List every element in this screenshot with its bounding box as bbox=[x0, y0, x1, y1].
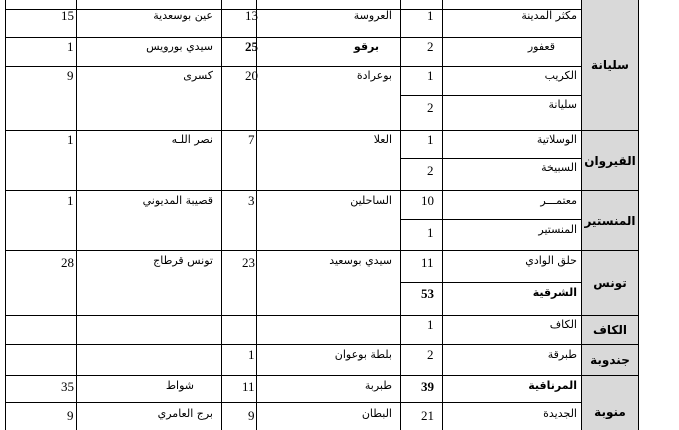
cell-text: سيدي بوسعيد bbox=[329, 254, 392, 267]
row-line bbox=[5, 66, 581, 67]
row-line bbox=[5, 9, 581, 10]
cell-number: 2 bbox=[427, 39, 434, 54]
cell-number: 2 bbox=[427, 100, 434, 115]
cell-text: بوعرادة bbox=[356, 69, 392, 82]
gov-cell bbox=[582, 131, 638, 190]
gov-label: الكاف bbox=[592, 323, 628, 337]
cell-text: مكثر المدينة bbox=[521, 9, 577, 22]
gov-label: جندوبة bbox=[590, 353, 630, 367]
row-line bbox=[5, 375, 638, 376]
row-line bbox=[5, 130, 638, 131]
cell-text: حلق الوادي bbox=[525, 254, 577, 267]
cell-text: طبربة bbox=[364, 379, 392, 392]
cell-text: برقو bbox=[353, 40, 379, 53]
border-right bbox=[638, 0, 639, 430]
gov-cell bbox=[582, 376, 638, 430]
cell-number: 1 bbox=[427, 68, 434, 83]
cell-text: سيدي بورويس bbox=[146, 40, 213, 53]
divider bbox=[400, 0, 401, 430]
row-line bbox=[400, 219, 581, 220]
row-line bbox=[5, 315, 638, 316]
cell-text: قصيبة المديوني bbox=[142, 194, 213, 207]
row-line bbox=[400, 282, 581, 283]
cell-text: نصر اللـه bbox=[171, 133, 213, 146]
divider bbox=[221, 0, 222, 430]
cell-number: 20 bbox=[245, 68, 258, 83]
cell-text: برج العامري bbox=[157, 407, 213, 420]
cell-text: البطان bbox=[361, 407, 392, 420]
gov-label: تونس bbox=[593, 276, 627, 290]
cell-text: كسرى bbox=[183, 69, 213, 82]
row-line bbox=[400, 95, 581, 96]
cell-number: 3 bbox=[248, 193, 255, 208]
cell-number: 9 bbox=[67, 408, 74, 423]
divider bbox=[442, 0, 443, 430]
cell-text: سليانة bbox=[548, 98, 577, 111]
cell-number: 7 bbox=[248, 132, 255, 147]
row-line bbox=[5, 344, 638, 345]
gov-label: المنستير bbox=[584, 213, 636, 228]
cell-number: 1 bbox=[248, 347, 255, 362]
cell-text: الكاف bbox=[549, 318, 577, 331]
gov-cell bbox=[582, 0, 638, 130]
cell-number: 25 bbox=[245, 39, 258, 54]
cell-number: 53 bbox=[421, 286, 434, 301]
cell-number: 11 bbox=[421, 255, 434, 270]
cell-text: المنستير bbox=[538, 223, 577, 236]
cell-number: 13 bbox=[245, 8, 258, 23]
gov-cell bbox=[582, 191, 638, 250]
divider bbox=[76, 0, 77, 430]
cell-text: السبيخة bbox=[541, 161, 577, 174]
cell-text: الساحلين bbox=[350, 194, 392, 207]
cell-number: 28 bbox=[61, 255, 74, 270]
cell-text: معتمـــر bbox=[540, 194, 577, 207]
cell-text: الكريب bbox=[544, 69, 577, 82]
cell-number: 11 bbox=[242, 379, 255, 394]
cell-text: العلا bbox=[373, 133, 392, 146]
gov-cell bbox=[582, 316, 638, 344]
gov-label: القيروان bbox=[584, 153, 636, 168]
cell-text: بلطة بوعوان bbox=[334, 348, 392, 361]
cell-number: 15 bbox=[61, 8, 74, 23]
cell-number: 9 bbox=[67, 68, 74, 83]
cell-text: شواط bbox=[165, 379, 194, 392]
row-line bbox=[5, 190, 638, 191]
cell-number: 1 bbox=[427, 317, 434, 332]
gov-cell bbox=[582, 345, 638, 375]
cell-number: 1 bbox=[427, 225, 434, 240]
row-line bbox=[5, 250, 638, 251]
gov-label: سليانة bbox=[591, 58, 629, 72]
divider bbox=[256, 0, 257, 430]
cell-text: الوسلاتية bbox=[536, 133, 577, 146]
gov-cell bbox=[582, 251, 638, 315]
cell-number: 1 bbox=[427, 132, 434, 147]
cell-number: 2 bbox=[427, 163, 434, 178]
cell-number: 10 bbox=[421, 193, 434, 208]
cell-number: 23 bbox=[242, 255, 255, 270]
cell-text: الجديدة bbox=[543, 407, 577, 420]
cell-number: 1 bbox=[67, 193, 74, 208]
cell-number: 1 bbox=[427, 8, 434, 23]
cell-number: 9 bbox=[248, 408, 255, 423]
cell-number: 1 bbox=[67, 39, 74, 54]
row-line bbox=[5, 402, 581, 403]
cell-number: 2 bbox=[427, 347, 434, 362]
cell-text: المرناقية bbox=[528, 379, 577, 392]
cell-text: الشرقية bbox=[532, 286, 577, 299]
cell-number: 1 bbox=[67, 132, 74, 147]
row-line bbox=[400, 158, 581, 159]
border-left bbox=[5, 0, 6, 430]
row-line bbox=[5, 37, 581, 38]
cell-number: 39 bbox=[421, 379, 434, 394]
cell-text: العروسة bbox=[353, 9, 392, 22]
cell-number: 21 bbox=[421, 408, 434, 423]
cell-number: 35 bbox=[61, 379, 74, 394]
cell-text: عين بوسعدية bbox=[153, 9, 213, 22]
cell-text: قعفور bbox=[527, 40, 555, 53]
cell-text: طبرقة bbox=[547, 348, 577, 361]
gov-label: منوبة bbox=[594, 405, 626, 419]
cell-text: تونس قرطاج bbox=[153, 254, 213, 267]
